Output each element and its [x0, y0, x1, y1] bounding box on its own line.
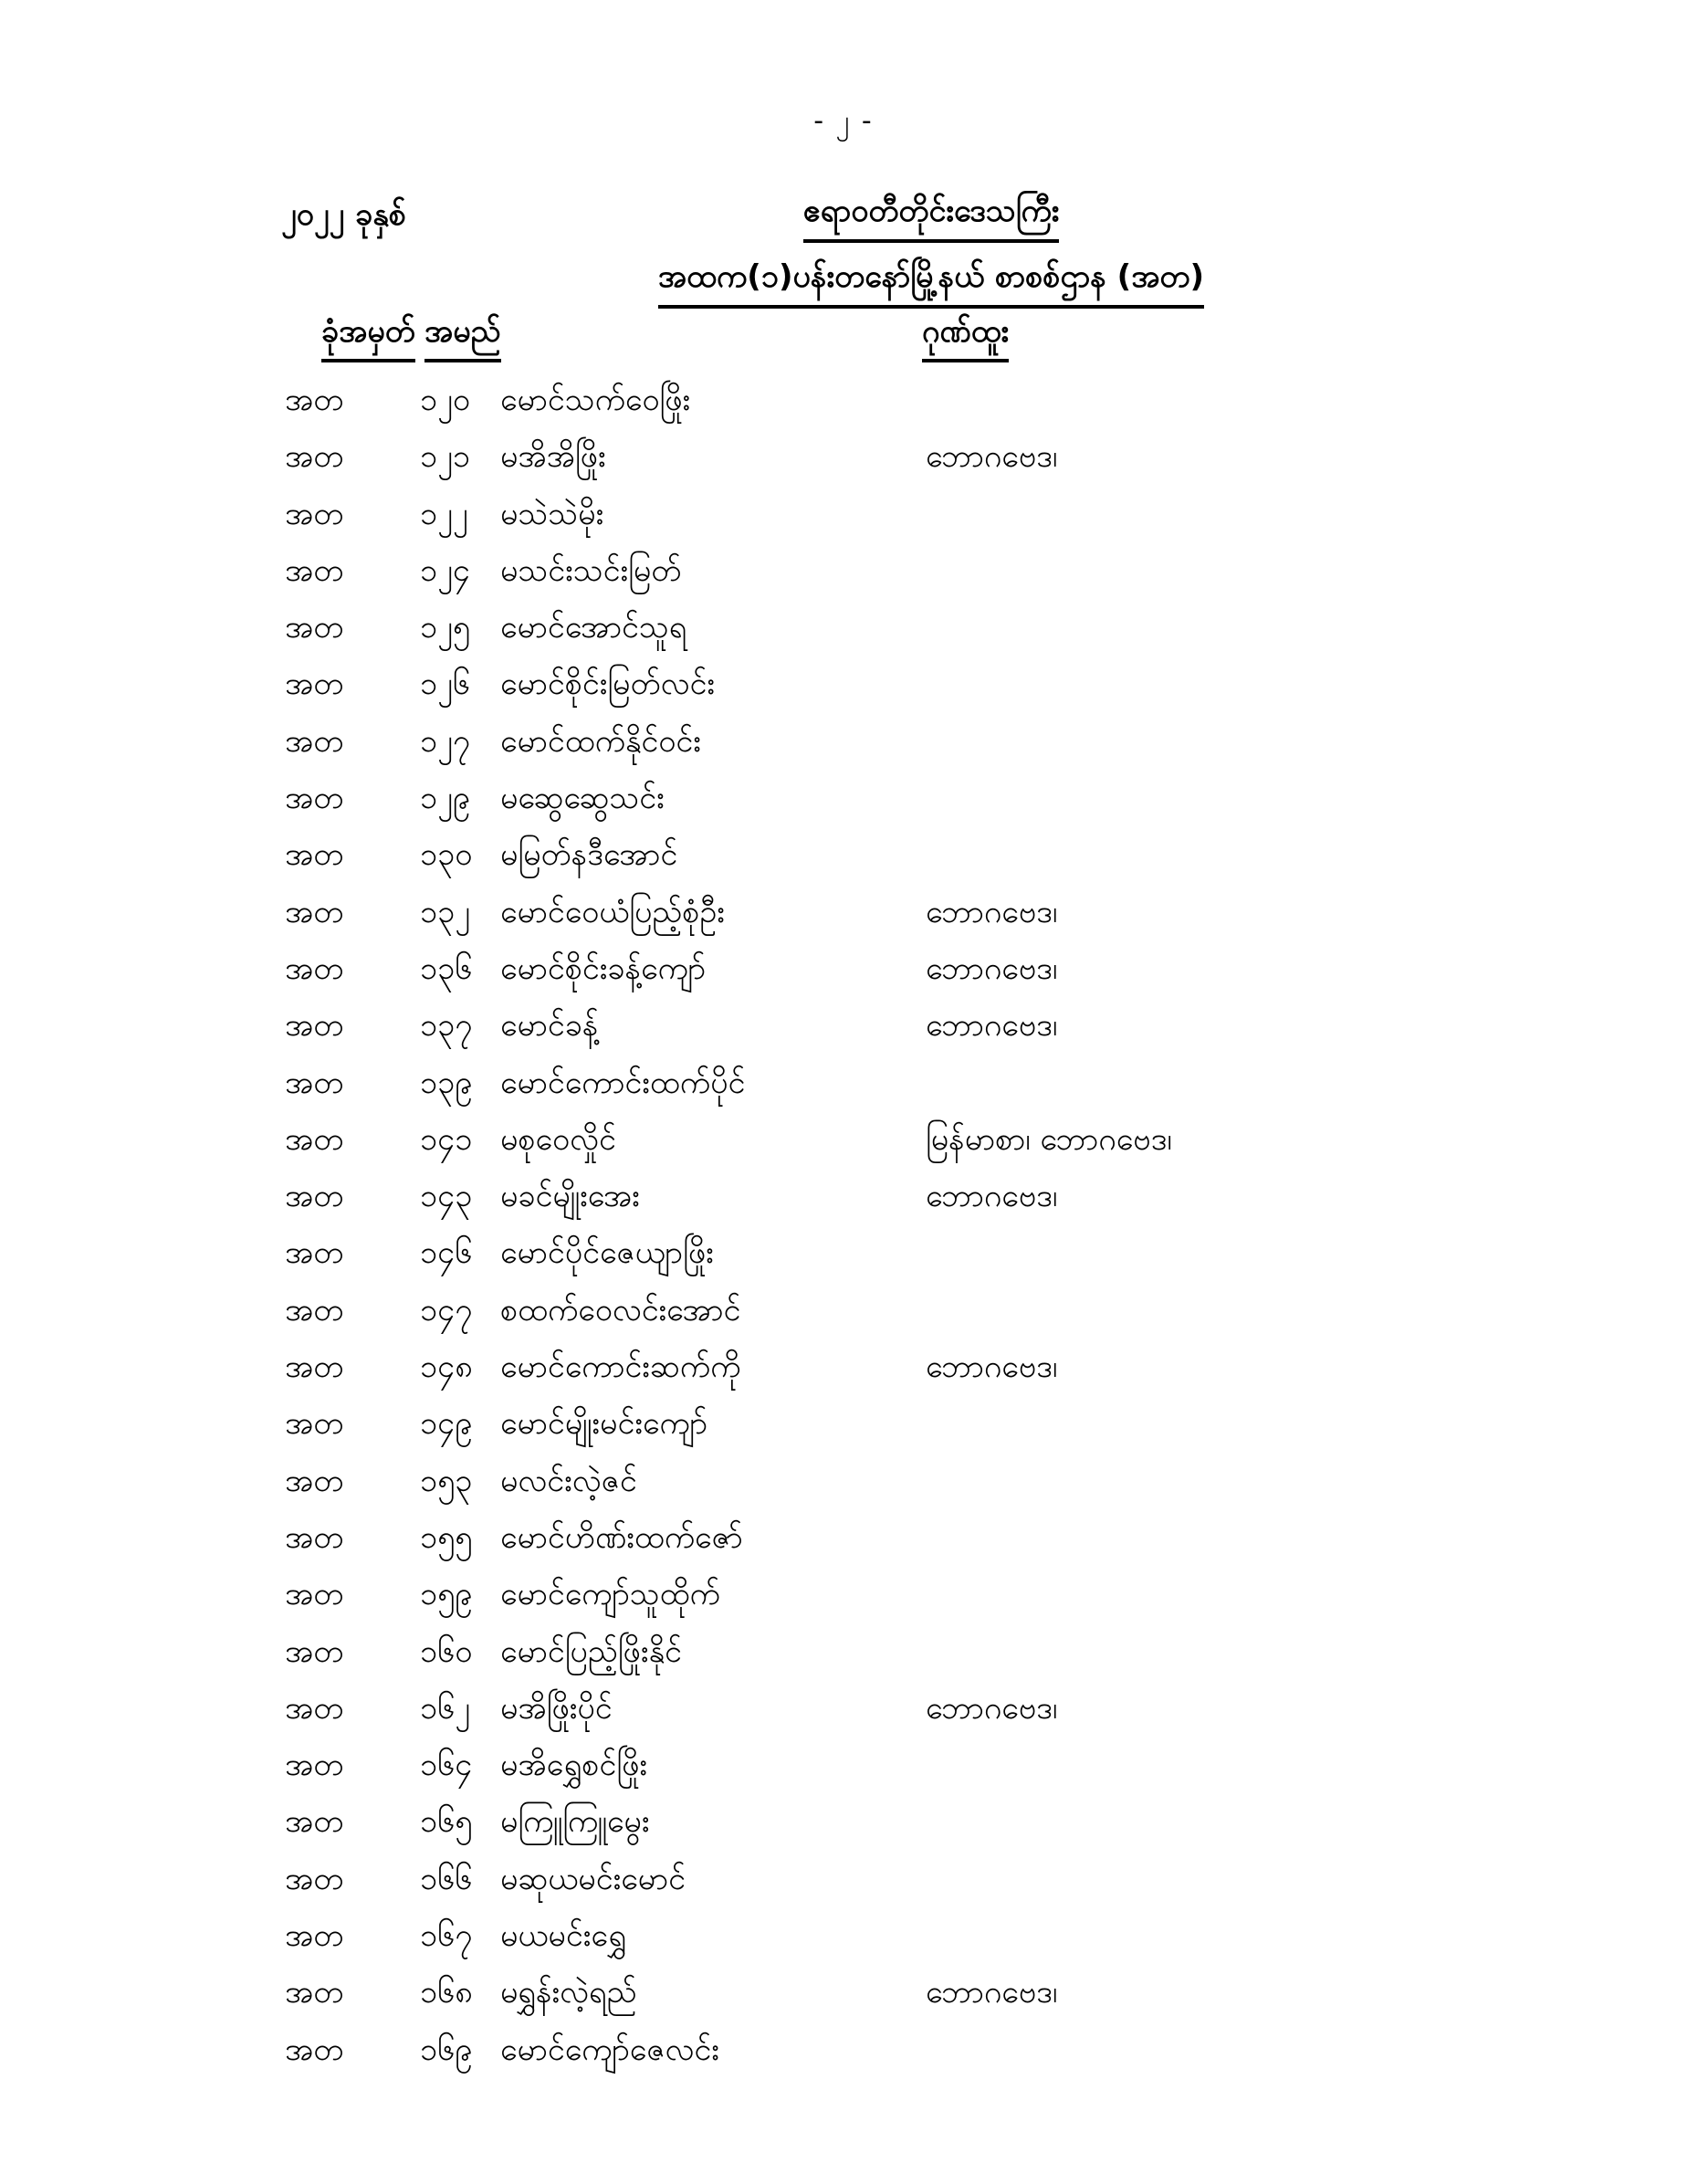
table-row: [0, 997, 1687, 1054]
table-row: [0, 2021, 1687, 2078]
roll-number-cell: ၁၂၆: [420, 666, 470, 703]
roll-number-cell: ၁၄၉: [420, 1405, 473, 1443]
series-cell: အတ: [285, 551, 344, 589]
name-cell: မမြတ်နဒီအောင်: [500, 836, 678, 874]
table-row: [0, 1509, 1687, 1566]
name-cell: မောင်ပိုင်ဇေယျာဖြိုး: [500, 1234, 714, 1272]
roll-number-cell: ၁၃၉: [420, 1064, 473, 1101]
page-number: - ၂ -: [813, 105, 874, 137]
roll-number-cell: ၁၃၆: [420, 950, 473, 987]
roll-number-cell: ၁၄၇: [420, 1291, 473, 1328]
series-cell: အတ: [285, 2031, 344, 2068]
name-cell: မကြူကြူမွေး: [500, 1803, 650, 1841]
roll-number-cell: ၁၂၇: [420, 722, 470, 760]
distinction-cell: ဘောဂဗေဒ၊: [926, 1349, 1058, 1386]
name-cell: မောင်ကျော်သူထိုက်: [500, 1576, 720, 1613]
table-row: [0, 599, 1687, 656]
table-row: [0, 940, 1687, 997]
series-cell: အတ: [285, 1576, 344, 1613]
roll-number-cell: ၁၆၄: [420, 1747, 473, 1784]
distinction-cell: မြန်မာစာ၊ ဘောဂဗေဒ၊: [926, 1120, 1172, 1158]
roll-number-cell: ၁၄၃: [420, 1178, 473, 1215]
series-cell: အတ: [285, 1064, 344, 1101]
table-row: [0, 486, 1687, 542]
roll-number-cell: ၁၄၁: [420, 1120, 473, 1158]
table-row: [0, 1566, 1687, 1622]
table-row: [0, 1737, 1687, 1793]
roll-number-cell: ၁၂၅: [420, 609, 470, 646]
table-row: [0, 884, 1687, 940]
candidate-list: [0, 372, 1687, 2078]
table-row: [0, 1453, 1687, 1509]
roll-number-cell: ၁၆၅: [420, 1803, 473, 1841]
table-row: [0, 428, 1687, 485]
table-row: [0, 542, 1687, 599]
series-cell: အတ: [285, 1291, 344, 1328]
column-header-name: အမည်: [424, 310, 501, 362]
name-cell: မအိရွှေစင်ဖြိုး: [500, 1747, 648, 1784]
roll-number-cell: ၁၅၉: [420, 1576, 473, 1613]
roll-number-cell: ၁၄၆: [420, 1234, 473, 1272]
series-cell: အတ: [285, 1860, 344, 1897]
roll-number-cell: ၁၃၀: [420, 836, 473, 874]
name-cell: မောင်အောင်သူရ: [500, 609, 687, 646]
roll-number-cell: ၁၂၂: [420, 495, 468, 532]
series-cell: အတ: [285, 666, 344, 703]
name-cell: မစုဝေလှိုင်: [500, 1120, 616, 1158]
series-cell: အတ: [285, 1803, 344, 1841]
distinction-cell: ဘောဂဗေဒ၊: [926, 1178, 1058, 1215]
name-cell: မအိဖြိုးပိုင်: [500, 1689, 613, 1727]
name-cell: မောင်စိုင်းမြတ်လင်း: [500, 666, 715, 703]
distinction-cell: ဘောဂဗေဒ၊: [926, 893, 1058, 930]
name-cell: မလင်းလဲ့ဇင်: [500, 1462, 637, 1499]
name-cell: မောင်စိုင်းခန့်ကျော်: [500, 950, 707, 987]
name-cell: မဆွေဆွေသင်း: [500, 780, 665, 817]
series-cell: အတ: [285, 1518, 344, 1556]
name-cell: မောင်ပြည့်ဖြိုးနိုင်: [500, 1633, 682, 1670]
series-cell: အတ: [285, 836, 344, 874]
name-cell: မောင်ခန့်: [500, 1007, 599, 1045]
roll-number-cell: ၁၂၁: [420, 438, 470, 476]
series-cell: အတ: [285, 1007, 344, 1045]
series-cell: အတ: [285, 1405, 344, 1443]
table-row: [0, 1623, 1687, 1680]
column-header-distinction: ဂုဏ်ထူး: [922, 310, 1009, 362]
roll-number-cell: ၁၆၂: [420, 1689, 470, 1727]
series-cell: အတ: [285, 1234, 344, 1272]
series-cell: အတ: [285, 1633, 344, 1670]
table-row: [0, 1111, 1687, 1168]
roll-number-cell: ၁၂၉: [420, 780, 470, 817]
table-row: [0, 1168, 1687, 1224]
name-cell: မသဲသဲမိုး: [500, 495, 604, 532]
roll-number-cell: ၁၂၄: [420, 551, 470, 589]
distinction-cell: ဘောဂဗေဒ၊: [926, 1974, 1058, 2011]
series-cell: အတ: [285, 1120, 344, 1158]
table-row: [0, 1680, 1687, 1737]
distinction-cell: ဘောဂဗေဒ၊: [926, 950, 1058, 987]
roll-number-cell: ၁၆၉: [420, 2031, 473, 2068]
roll-number-cell: ၁၂၀: [420, 382, 470, 418]
table-row: [0, 713, 1687, 770]
table-row: [0, 372, 1687, 428]
name-cell: မအိအိဖြိုး: [500, 438, 606, 476]
roll-number-cell: ၁၆၀: [420, 1633, 473, 1670]
table-row: [0, 656, 1687, 712]
table-row: [0, 1793, 1687, 1850]
roll-number-cell: ၁၅၅: [420, 1518, 473, 1556]
name-cell: မောင်ကောင်းထက်ပိုင်: [500, 1064, 746, 1101]
series-cell: အတ: [285, 1917, 344, 1955]
name-cell: စထက်ဝေလင်းအောင်: [500, 1291, 741, 1328]
roll-number-cell: ၁၃၇: [420, 1007, 473, 1045]
series-cell: အတ: [285, 722, 344, 760]
table-row: [0, 1395, 1687, 1452]
roll-number-cell: ၁၆၆: [420, 1860, 473, 1897]
column-header-roll-number: ခုံအမှတ်: [321, 310, 415, 362]
series-cell: အတ: [285, 950, 344, 987]
table-row: [0, 1907, 1687, 1964]
series-cell: အတ: [285, 1349, 344, 1386]
exam-center-title: အထက(၁)ပန်းတနော်မြို့နယ် စာစစ်ဌာန (အတ): [658, 256, 1204, 309]
exam-center-title-wrapper: [548, 256, 1315, 309]
roll-number-cell: ၁၆၈: [420, 1974, 473, 2011]
roll-number-cell: ၁၅၃: [420, 1462, 473, 1499]
table-row: [0, 1055, 1687, 1111]
series-cell: အတ: [285, 780, 344, 817]
table-row: [0, 1964, 1687, 2021]
name-cell: မသင်းသင်းမြတ်: [500, 551, 682, 589]
name-cell: မောင်ကျော်ဇေလင်း: [500, 2031, 719, 2068]
series-cell: အတ: [285, 382, 344, 418]
series-cell: အတ: [285, 495, 344, 532]
name-cell: မောင်သက်ဝေဖြိုး: [500, 382, 691, 418]
region-title: ဧရာဝတီတိုင်းဒေသကြီး: [803, 190, 1060, 243]
name-cell: မောင်ဝေယံပြည့်စုံဦး: [500, 893, 725, 930]
name-cell: မောင်ကောင်းဆက်ကို: [500, 1349, 741, 1386]
table-row: [0, 1339, 1687, 1395]
name-cell: မဆုယမင်းမောင်: [500, 1860, 686, 1897]
distinction-cell: ဘောဂဗေဒ၊: [926, 1689, 1058, 1727]
distinction-cell: ဘောဂဗေဒ၊: [926, 1007, 1058, 1045]
series-cell: အတ: [285, 1974, 344, 2011]
series-cell: အတ: [285, 1747, 344, 1784]
series-cell: အတ: [285, 609, 344, 646]
table-row: [0, 1851, 1687, 1907]
name-cell: မောင်မျိုးမင်းကျော်: [500, 1405, 708, 1443]
name-cell: မောင်ထက်နိုင်ဝင်း: [500, 722, 701, 760]
table-row: [0, 1282, 1687, 1339]
series-cell: အတ: [285, 1462, 344, 1499]
name-cell: မောင်ဟိဏ်းထက်ဇော်: [500, 1518, 743, 1556]
year-label: ၂၀၂၂ ခုနှစ်: [281, 196, 406, 233]
roll-number-cell: ၁၄၈: [420, 1349, 473, 1386]
series-cell: အတ: [285, 438, 344, 476]
series-cell: အတ: [285, 893, 344, 930]
roll-number-cell: ၁၃၂: [420, 893, 470, 930]
region-title-wrapper: [548, 190, 1315, 243]
series-cell: အတ: [285, 1178, 344, 1215]
roll-number-cell: ၁၆၇: [420, 1917, 473, 1955]
name-cell: မယမင်းရွှေ: [500, 1917, 626, 1955]
name-cell: မရွှန်းလဲ့ရည်: [500, 1974, 637, 2011]
table-row: [0, 770, 1687, 826]
table-row: [0, 826, 1687, 883]
distinction-cell: ဘောဂဗေဒ၊: [926, 438, 1058, 476]
name-cell: မခင်မျိုးအေး: [500, 1178, 640, 1215]
series-cell: အတ: [285, 1689, 344, 1727]
table-row: [0, 1224, 1687, 1281]
